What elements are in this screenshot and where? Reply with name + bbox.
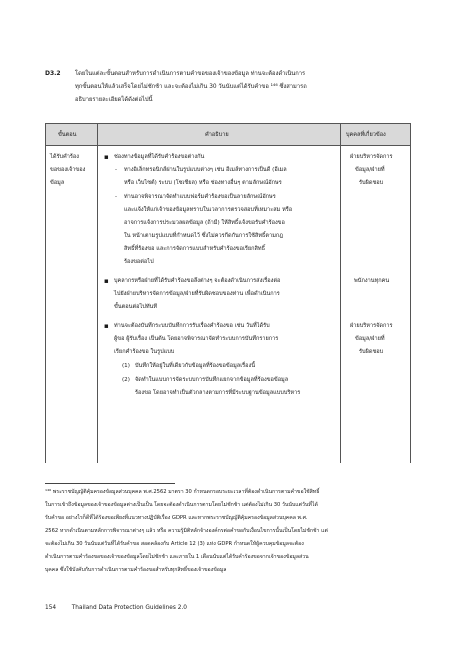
- desc-4-line-2: เรียกคำร้องขอ ในรูปแบบ: [114, 349, 175, 355]
- footnote-rule: [45, 483, 175, 484]
- header-step: ขั้นตอน: [58, 132, 77, 138]
- page-footer: [45, 605, 187, 611]
- desc-3-line-2: ขั้นตอนต่อไปทันที: [114, 304, 158, 310]
- people-2-line-1: ข้อมูล/ฝ่ายที่: [355, 336, 385, 342]
- document-title: Thailand Data Protection Guidelines 2.0: [71, 605, 187, 611]
- desc-5-line-0: บันทึกให้อยู่ในที่เดียวกับข้อมูลที่ร้องขอข้อมูลเรื่องนี้: [135, 363, 256, 369]
- desc-0-line-0: ช่องทางข้อมูลที่ได้รับคำร้องขอต่างกัน: [114, 154, 205, 160]
- people-2-line-0: ฝ่ายบริหารจัดการ: [350, 323, 393, 329]
- table-border-left: [45, 123, 46, 463]
- desc-3-line-1: ไปยังฝ่ายบริหารจัดการข้อมูล/ฝ่ายที่รับผิดชอบของท่าน เพื่อดำเนินการ: [114, 291, 280, 297]
- footnote-line-3: 2562 หากดำเนินตามหลักการพิจารณาต่างๆ แล้ว หรือ ความรู้มิติหลักจ้างองค์กรต่อคำขอกับเงื่อนไขการนั้นเป็นโดยไม่ชักช้า แต่: [45, 528, 328, 534]
- intro-line-1: โดยในแต่ละขั้นตอนสำหรับการดำเนินการตามคำขอของเจ้าของข้อมูล ท่านจะต้องดำเนินการ: [75, 71, 306, 77]
- step-line-1: ได้รับคำร้อง: [50, 154, 79, 160]
- table-header-divider: [45, 145, 410, 146]
- desc-bullet-2: -: [115, 194, 118, 200]
- table-col-divider-1: [97, 123, 98, 463]
- footnote-line-4: จะต้องไม่เกิน 30 วันนับแต่วันที่ได้รับคำขอ สอดคล้องกับ Article 12 (3) แห่ง GDPR กำหนดให้ผู้ควบคุมข้อมูลจะต้อง: [45, 541, 304, 547]
- table-col-divider-2: [340, 123, 341, 463]
- desc-1-line-0: ทางอิเล็กทรอนิกส์ผ่านในรูปแบบต่างๆ เช่น อีเมล์ทางการเป็นดี (อีเมล: [124, 167, 287, 173]
- people-1-line-0: พนักงานทุกคน: [354, 278, 390, 284]
- footnote-line-0: ¹⁴⁶ พระราชบัญญัติคุ้มครองข้อมูลส่วนบุคคล พ.ศ.2562 มาตรา 30 กำหนดกรอบระยะเวลาที่ต้องดำเนินการตามคำขอใช้สิทธิ์: [45, 489, 320, 495]
- people-0-line-0: ฝ่ายบริหารจัดการ: [350, 154, 393, 160]
- desc-6-line-0: จัดทำในแบบการจัดระบบการบันทึกแยกจากข้อมูลที่ร้องขอข้อมูล: [135, 377, 289, 383]
- section-number: D3.2: [45, 70, 61, 77]
- table-border-top: [45, 123, 410, 124]
- desc-1-line-1: หรือ เว็บไซต์) ระบบ (โซเชียล) หรือ ช่องทางอื่นๆ ตามลักษณ์อักษร: [124, 180, 282, 186]
- desc-2-line-0: ท่านอาจพิจารณาจัดทำแบบฟอร์มคำร้องขอเป็นลายลักษณ์อักษร: [124, 194, 276, 200]
- people-0-line-1: ข้อมูล/ฝ่ายที่: [355, 167, 385, 173]
- intro-line-2: ทุกขั้นตอนให้แล้วเสร็จโดยไม่ชักช้า และจะต้องไม่เกิน 30 วันนับแต่ได้รับคำขอ ¹⁴⁶ ซึ่งสามารถ: [75, 84, 307, 90]
- footnote-line-6: บุคคล ซึ่งใช้บังคับกับการดำเนินการตามคำร้องขอสำหรับทุกสิทธิ์ของเจ้าของข้อมูล: [45, 567, 227, 573]
- desc-2-line-2: อาจการแจ้งการประมวลผลข้อมูล (ถ้ามี) ให้สิทธิ์แจ้งขอรับคำร้องขอ: [124, 220, 285, 226]
- desc-2-line-3: ใน หน้าเตามรูปแบบที่กำหนดไว้ ซึ่งไม่ควรกีดกันการใช้สิทธิ์ตามกฎ: [124, 233, 284, 239]
- footnote-line-5: ดำเนินการตามคำร้องขอของเจ้าของข้อมูลโดยไม่ชักช้า และภายใน 1 เดือนนับแต่ได้รับคำร้องขอจากเจ้าของข้อมูลส่วน: [45, 554, 309, 560]
- desc-4-line-1: ผู้ขอ ผู้รับเรื่อง เป็นต้น โดยอาจพิจารณาจัดทำระบบการบันทึกรายการ: [114, 336, 279, 342]
- desc-bullet-5: (1): [122, 363, 130, 369]
- desc-3-line-0: บุคลากรหรือฝ่ายที่ได้รับคำร้องขอลึงต่างๆ จะต้องดำเนินการส่งเรื่องต่อ: [114, 278, 281, 284]
- header-description: คำอธิบาย: [205, 132, 229, 138]
- desc-4-line-0: ท่านจะต้องบันทึกระบบบันทึกการรับเรื่องคำร้องขอ เช่น วันที่ได้รับ: [114, 323, 270, 329]
- people-2-line-2: รับผิดชอบ: [359, 349, 384, 355]
- desc-bullet-4: ▪: [104, 322, 109, 330]
- people-0-line-2: รับผิดชอบ: [359, 180, 384, 186]
- desc-bullet-3: ▪: [104, 277, 109, 285]
- desc-2-line-4: สิทธิ์ที่ร้องขอ และการจัดการแบบสำหรับคำร้องขอเรียกสิทธิ์: [124, 246, 266, 252]
- desc-2-line-5: ร้องขอต่อไป: [124, 259, 154, 265]
- header-people: บุคคลที่เกี่ยวข้อง: [346, 132, 386, 138]
- page-number: 154: [45, 605, 57, 611]
- intro-line-3: อธิบายรายละเอียดได้ดังต่อไปนี้: [75, 97, 153, 103]
- desc-bullet-1: -: [115, 167, 118, 173]
- desc-bullet-6: (2): [122, 377, 130, 383]
- footnote-line-2: รับคำขอ อย่างไรก็ดีที่ได้ร้องขอเพียงที่แนวทางปฏิบัติเรื่อง GDPR และหากพระราชบัญญัติคุ้มครองข้อมูลส่วนบุคคล พ.ศ.: [45, 515, 308, 521]
- table-border-right: [410, 123, 411, 463]
- step-line-2: ขอของเจ้าของ: [50, 167, 86, 173]
- desc-6-line-1: ร้องขอ โดยอาจทำเป็นตัวกลางตามการที่มีระบบฐานข้อมูลแบบบริหาร: [135, 390, 301, 396]
- desc-bullet-0: ▪: [104, 153, 109, 161]
- footnote-line-1: ในการเข้าถึงข้อมูลของเจ้าของข้อมูลต่างเป็นเป็น โดยจะต้องดำเนินการตามโดยไม่ชักช้า แต่ต้องไม่เกิน 30 วันนับแต่วันที่ได้: [45, 502, 318, 508]
- desc-2-line-1: และแจ้งให้แก่เจ้าของข้อมูลทราบในเวลาการตรวจสอบที่เหมาะสม หรือ: [124, 207, 293, 213]
- step-line-3: ข้อมูล: [50, 180, 65, 186]
